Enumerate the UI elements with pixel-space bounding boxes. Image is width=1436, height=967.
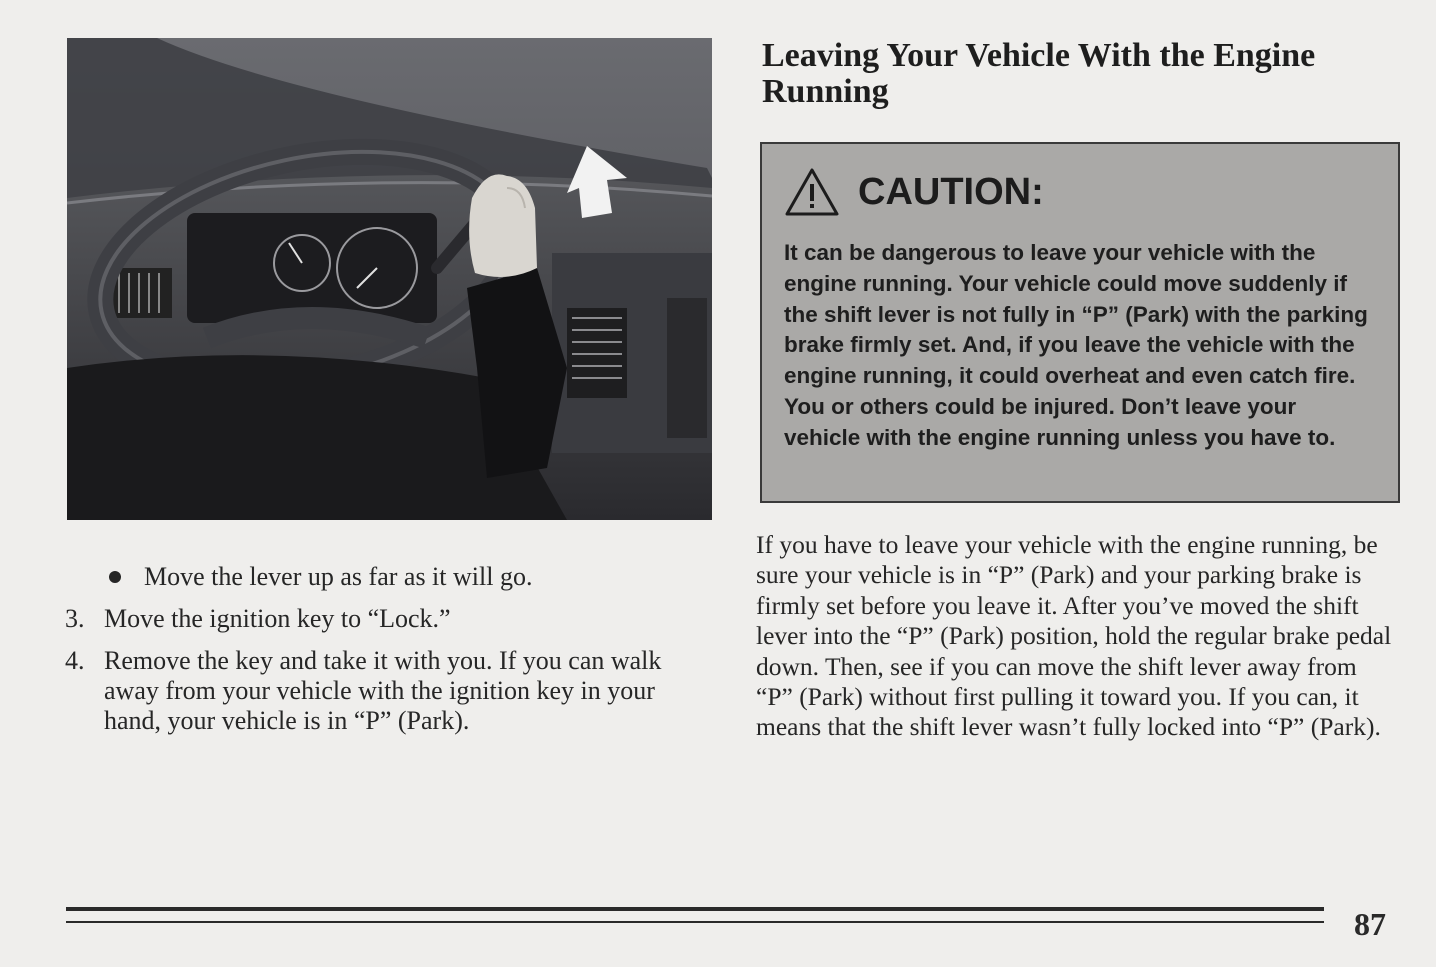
bullet-text: Move the lever up as far as it will go. [144,562,533,591]
caution-text: It can be dangerous to leave your vehicle with the engine running. Your vehicle could move suddenly if the shift lever is not fully in “P” (Park) with the parking brake firmly set. And, if you leave the vehicle with the engine running, it could overheat and even catch fire. You or others could be injured. Don’t leave your vehicle with the engine running unless you have to. [784,240,1368,450]
step-text: Move the ignition key to “Lock.” [104,604,451,633]
body-paragraph: If you have to leave your vehicle with the engine running, be sure your vehicle is in “P” (Park) and your parking brake is firmly set before you leave it. After you’ve moved the shift lever into the “P” (Park) position, hold the regular brake pedal down. Then, see if you can move the shift lever away from “P” (Park) without first pulling it toward you. If you can, it means that the shift lever wasn’t fully locked into “P” (Park). [756,530,1392,742]
step-item [62,646,712,736]
footer-rule-thin [66,921,1324,923]
bullet-icon [109,571,121,583]
bullet-item [62,562,712,592]
page-number: 87 [1354,906,1386,942]
section-heading: Leaving Your Vehicle With the Engine Running [762,37,1316,110]
step-number: 4. [65,646,85,675]
step-text: Remove the key and take it with you. If you can walk away from your vehicle with the ignition key in your hand, your vehicle is in “P” (Park). [104,646,662,735]
step-number: 3. [65,604,85,633]
footer-rule-thick [66,907,1324,911]
caution-header [784,162,1376,222]
photo-illustration [67,38,712,520]
instruction-list [62,562,712,748]
caution-title: CAUTION: [858,170,1044,213]
caution-box [760,142,1400,503]
shift-lever-photo [67,38,712,520]
warning-triangle-icon [784,167,840,217]
step-item [62,604,712,634]
